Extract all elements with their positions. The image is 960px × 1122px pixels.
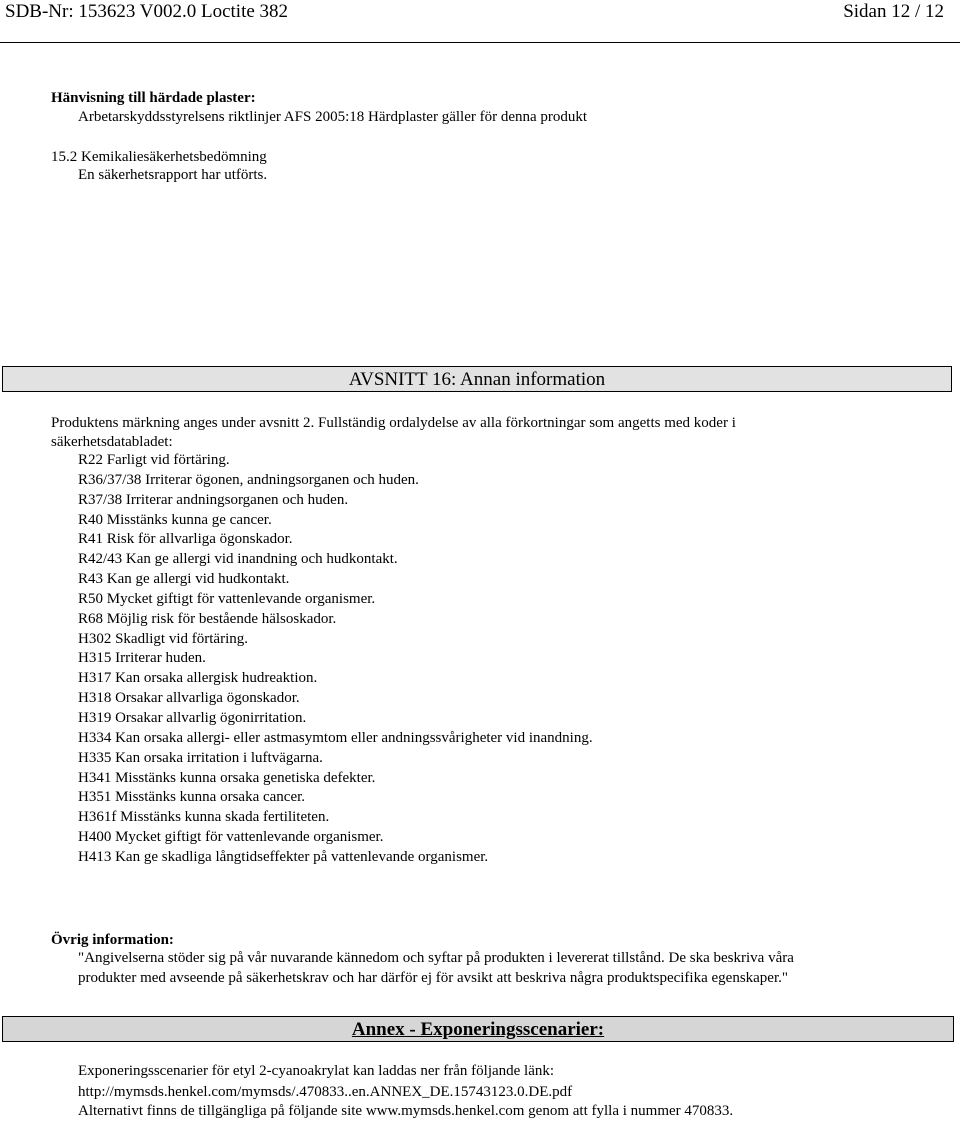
section-16-title: AVSNITT 16: Annan information [2, 366, 952, 392]
hazard-code-list [78, 451, 593, 868]
list-item: R22 Farligt vid förtäring. [78, 452, 230, 468]
chemical-safety-heading: 15.2 Kemikaliesäkerhetsbedömning [51, 149, 267, 165]
header-divider [0, 42, 960, 43]
list-item: H341 Misstänks kunna orsaka genetiska defekter. [78, 769, 376, 786]
list-item: R50 Mycket giftigt för vattenlevande organismer. [78, 590, 376, 607]
other-info-line1: "Angivelserna stöder sig på vår nuvarande kännedom och syftar på produkten i levererat tillstånd. De ska beskriva våra [78, 950, 794, 966]
list-item: R36/37/38 Irriterar ögonen, andningsorganen och huden. [78, 471, 419, 488]
annex-line3: Alternativt finns de tillgängliga på följande site www.mymsds.henkel.com genom att fylla i nummer 470833. [78, 1103, 734, 1119]
hardened-plastics-heading: Hänvisning till härdade plaster: [51, 90, 256, 106]
other-info-heading: Övrig information: [51, 932, 174, 948]
list-item: H315 Irriterar huden. [78, 650, 206, 667]
chemical-safety-text: En säkerhetsrapport har utförts. [78, 167, 268, 183]
list-item: H334 Kan orsaka allergi- eller astmasymtom eller andningssvårigheter vid inandning. [78, 729, 593, 746]
section-16-intro-line2: säkerhetsdatabladet: [51, 434, 173, 450]
annex-title [2, 1016, 954, 1042]
list-item: H335 Kan orsaka irritation i luftvägarna. [78, 749, 323, 766]
list-item: H361f Misstänks kunna skada fertiliteten. [78, 809, 330, 826]
list-item: R43 Kan ge allergi vid hudkontakt. [78, 571, 290, 588]
annex-download-link[interactable]: http://mymsds.henkel.com/mymsds/.470833..en.ANNEX_DE.15743123.0.DE.pdf [78, 1084, 573, 1100]
list-item: H400 Mycket giftigt för vattenlevande organismer. [78, 829, 384, 846]
annex-line1: Exponeringsscenarier för etyl 2-cyanoakrylat kan laddas ner från följande länk: [78, 1063, 555, 1079]
page-number: Sidan 12 / 12 [843, 1, 944, 22]
list-item: H317 Kan orsaka allergisk hudreaktion. [78, 670, 318, 687]
hardened-plastics-text: Arbetarskyddsstyrelsens riktlinjer AFS 2005:18 Härdplaster gäller för denna produkt [78, 109, 588, 125]
list-item: R40 Misstänks kunna ge cancer. [78, 511, 272, 528]
list-item: R42/43 Kan ge allergi vid inandning och hudkontakt. [78, 551, 398, 568]
list-item: H318 Orsakar allvarliga ögonskador. [78, 690, 300, 707]
list-item: R68 Möjlig risk för bestående hälsoskador. [78, 610, 337, 627]
list-item: H319 Orsakar allvarlig ögonirritation. [78, 709, 307, 726]
annex-title-text: Annex - Exponeringsscenarier: [351, 1019, 605, 1040]
list-item: R41 Risk för allvarliga ögonskador. [78, 531, 293, 548]
other-info-line2: produkter med avseende på säkerhetskrav och har därför ej för avsikt att beskriva några produktspecifika egenskaper." [78, 970, 789, 986]
list-item: R37/38 Irriterar andningsorganen och huden. [78, 491, 349, 508]
list-item: H351 Misstänks kunna orsaka cancer. [78, 789, 306, 806]
section-16-intro-line1: Produktens märkning anges under avsnitt 2. Fullständig ordalydelse av alla förkortningar som angetts med koder i [51, 415, 736, 431]
list-item: H413 Kan ge skadliga långtidseffekter på vattenlevande organismer. [78, 848, 489, 865]
list-item: H302 Skadligt vid förtäring. [78, 630, 248, 647]
document-id: SDB-Nr: 153623 V002.0 Loctite 382 [5, 1, 289, 22]
